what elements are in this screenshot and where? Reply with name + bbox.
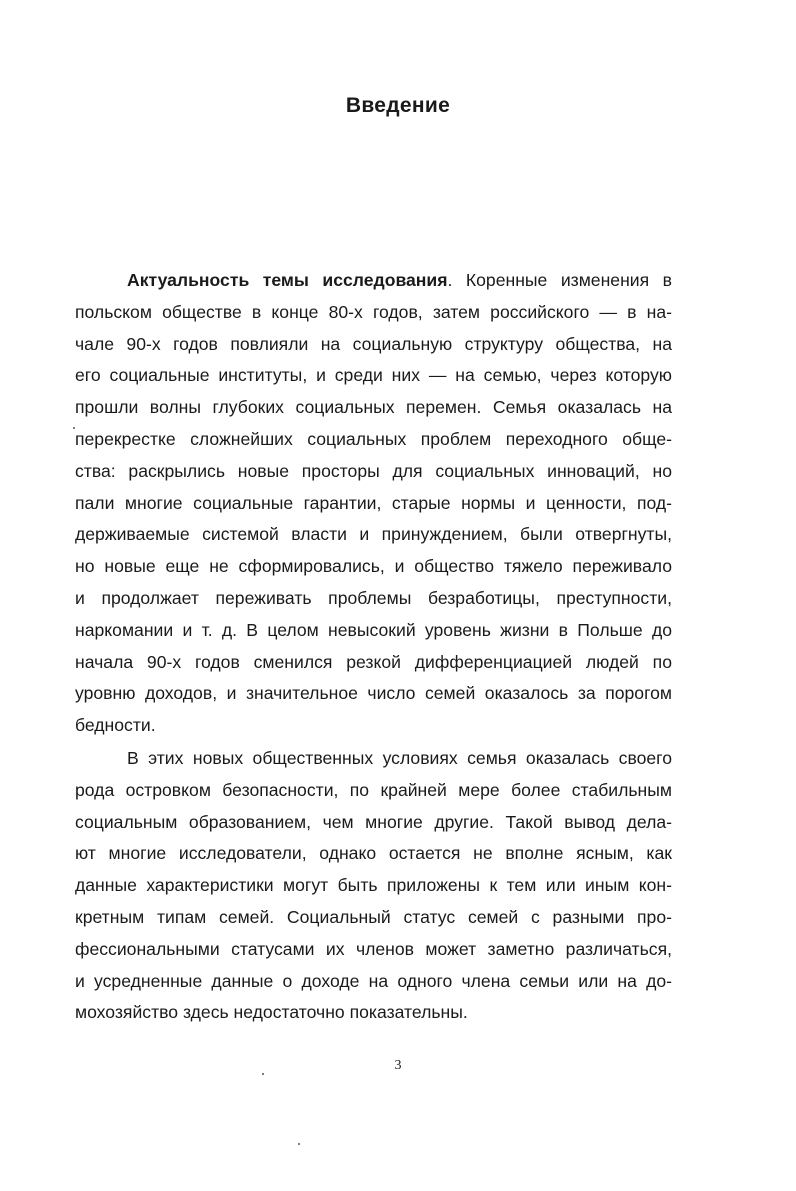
paragraph-line: польском обществе в конце 80-х годов, затем российского — в на-: [75, 301, 672, 322]
paragraph-line: но новые еще не сформировались, и общество тяжело переживало: [75, 556, 672, 577]
paragraph-line: мохозяйство здесь недостаточно показательны.: [75, 1002, 468, 1023]
paragraph-line: прошли волны глубоких социальных перемен. Семья оказалась на: [75, 397, 672, 418]
paragraph-line: перекрестке сложнейших социальных проблем переходного обще-: [75, 428, 672, 449]
paragraph-line: и продолжает переживать проблемы безработицы, преступности,: [75, 587, 672, 608]
paragraph-line: социальным образованием, чем многие другие. Такой вывод дела-: [75, 811, 672, 832]
lead-heading: Актуальность темы исследования: [127, 270, 448, 290]
paragraph-line: рода островком безопасности, по крайней мере более стабильным: [75, 779, 672, 800]
paragraph-line: ют многие исследователи, однако остается не вполне ясным, как: [75, 843, 672, 864]
paragraph-line: В этих новых общественных условиях семья оказалась своего: [127, 748, 672, 768]
scan-speck: [298, 1143, 300, 1145]
paragraph-line: и усредненные данные о доходе на одного члена семьи или на до-: [75, 970, 672, 991]
paragraph-line: уровню доходов, и значительное число семей оказалось за порогом: [75, 683, 672, 704]
paragraph-line: [75, 265, 672, 297]
paragraph-line: бедности.: [75, 715, 156, 736]
paragraph-line: чале 90-х годов повлияли на социальную структуру общества, на: [75, 333, 672, 354]
paragraph-line: наркомании и т. д. В целом невысокий уровень жизни в Польше до: [75, 619, 672, 640]
paragraph-relevance: [75, 265, 672, 742]
page-number: 3: [394, 1058, 402, 1073]
paragraph-line: кретным типам семей. Социальный статус семей с разными про-: [75, 906, 672, 927]
paragraph-line: данные характеристики могут быть приложены к тем или иным кон-: [75, 875, 672, 896]
paragraph-line: ства: раскрылись новые просторы для социальных инноваций, но: [75, 460, 672, 481]
page-title: Введение: [345, 94, 451, 117]
scan-speck: [73, 427, 75, 429]
paragraph-family-stability: [75, 743, 672, 1029]
paragraph-line: его социальные институты, и среди них — на семью, через которую: [75, 365, 672, 386]
paragraph-line: начала 90-х годов сменился резкой дифференциацией людей по: [75, 651, 672, 672]
paragraph-line: пали многие социальные гарантии, старые нормы и ценности, под-: [75, 492, 672, 513]
scan-speck: [262, 1073, 264, 1075]
paragraph-line: держиваемые системой власти и принуждением, были отвергнуты,: [75, 524, 672, 545]
paragraph-line: фессиональными статусами их членов может заметно различаться,: [75, 938, 672, 959]
lead-continuation: . Коренные изменения в: [447, 270, 672, 290]
